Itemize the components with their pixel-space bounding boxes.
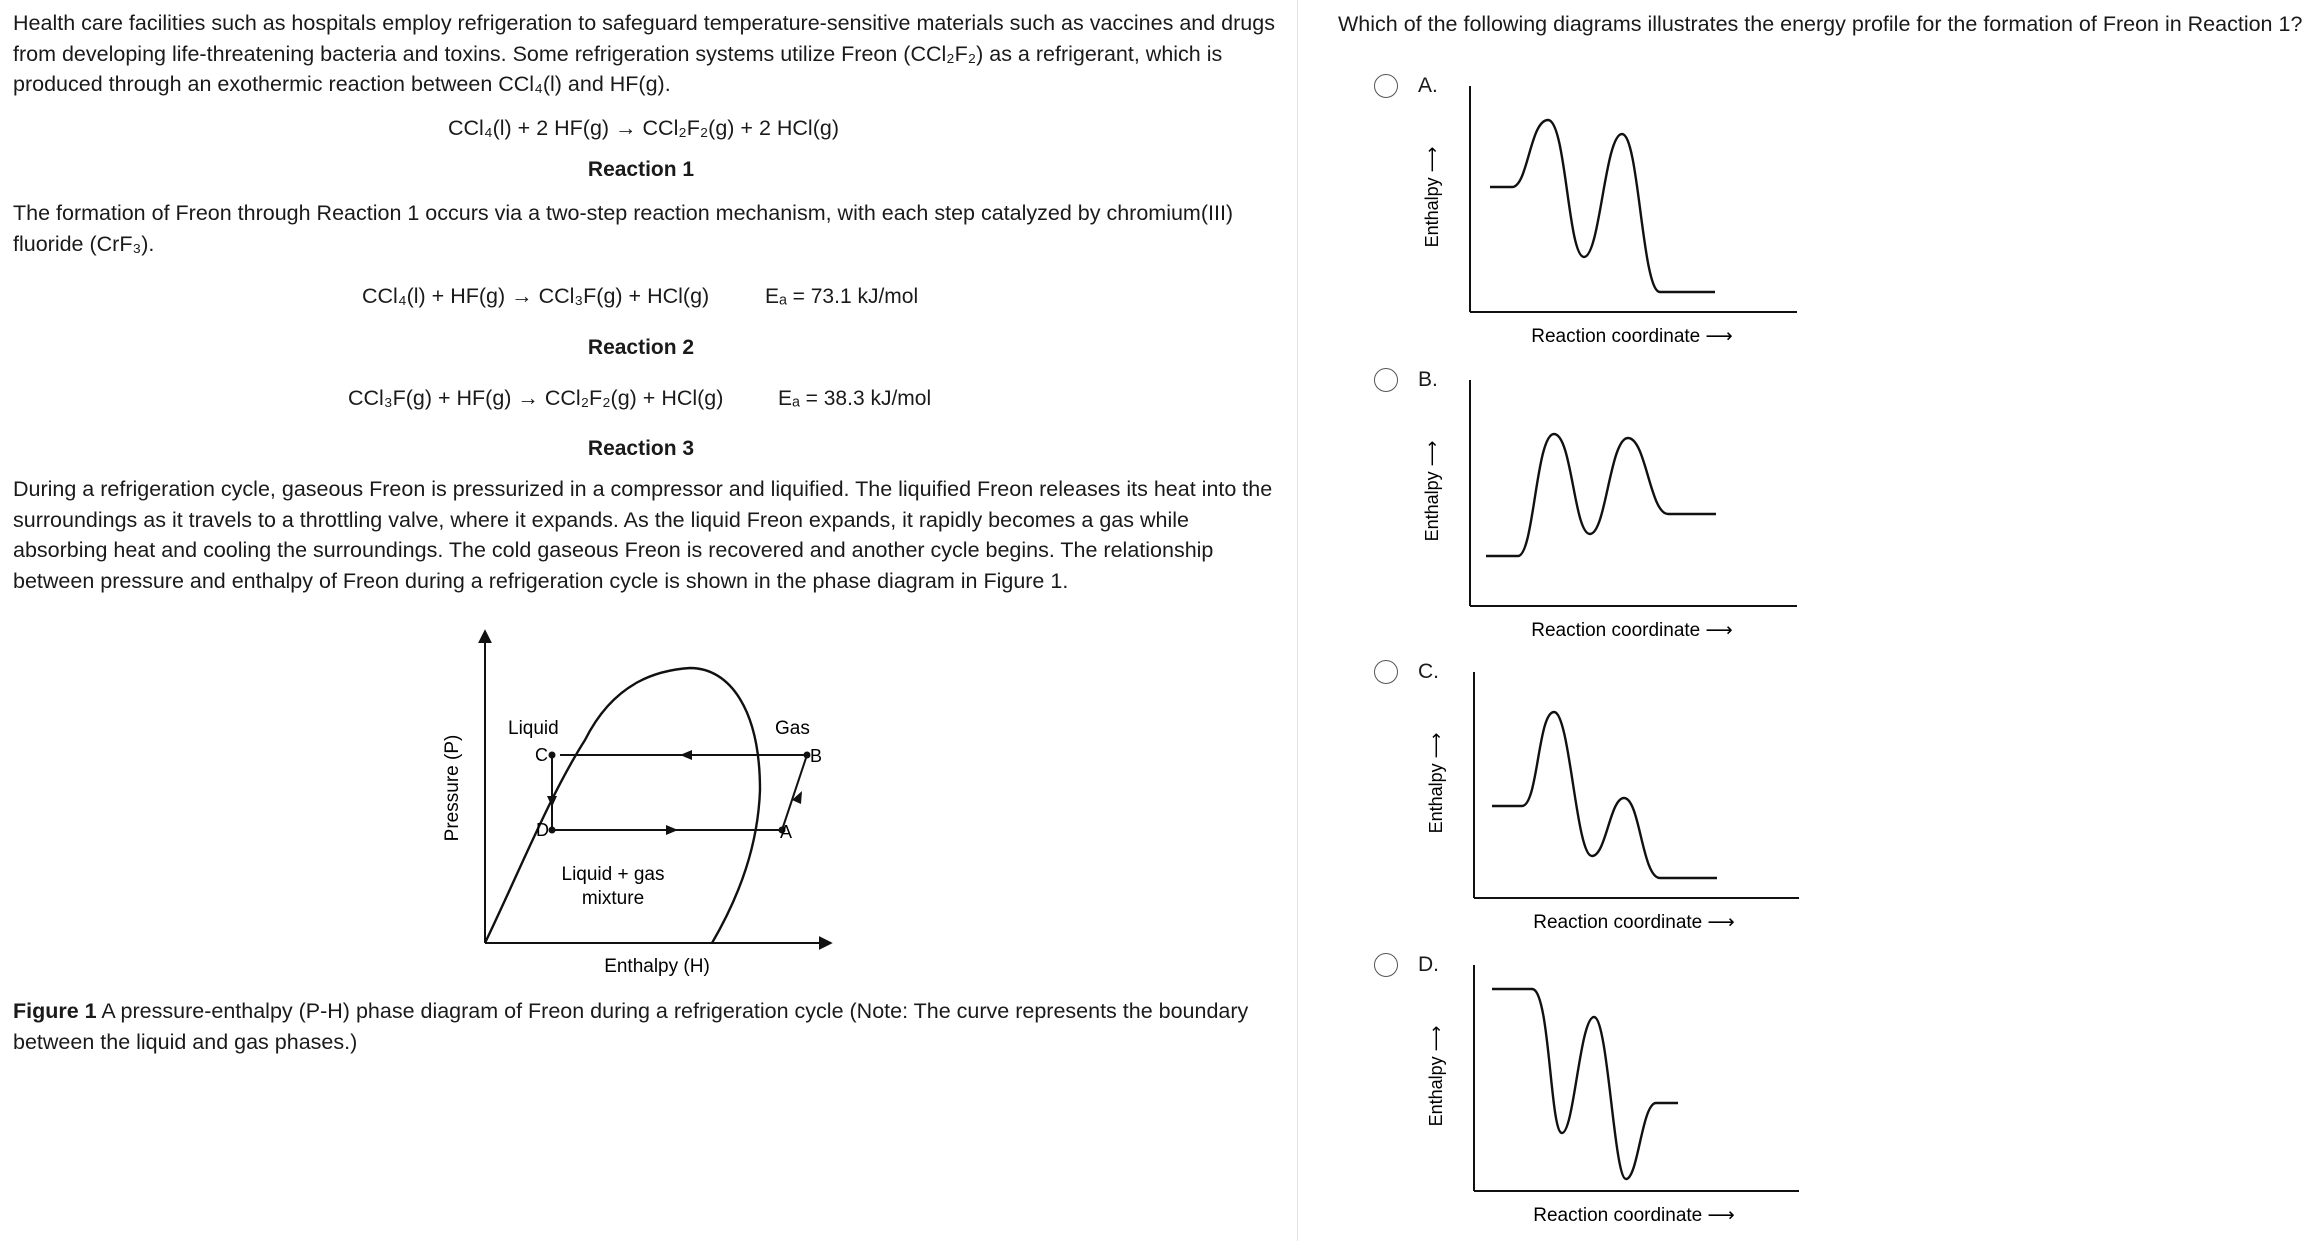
option-d-energy-curve [1492,989,1678,1179]
figure-1-phase-diagram [440,620,860,980]
option-c-y-axis-label: Enthalpy ⟶ [1426,732,1446,834]
figure-1-caption [13,996,1283,1057]
option-b-letter: B. [1418,368,1438,391]
option-d[interactable] [1374,953,1934,1243]
option-a-energy-diagram [1422,82,1810,362]
option-c-x-axis-label: Reaction coordinate ⟶ [1533,912,1735,933]
question-pane [1298,0,2310,1241]
label-gas: Gas [775,718,810,739]
caption-text: A pressure-enthalpy (P-H) phase diagram of Freon during a refrigeration cycle (Note: The curve represents the boundary between the liquid and gas phases.) [13,999,1249,1054]
reaction-2-label: Reaction 2 [587,336,695,359]
caption-figure-number: Figure 1 [13,999,97,1023]
option-b-energy-diagram [1422,376,1810,656]
option-b-y-axis-label: Enthalpy ⟶ [1422,440,1442,542]
option-c[interactable] [1374,660,1934,950]
passage-paragraph-3: During a refrigeration cycle, gaseous Freon is pressurized in a compressor and liquified. The liquified Freon releases its heat into the surroundings as it travels to a throttling valve, where it expands. As the liquid Freon expands, it rapidly becomes a gas while absorbing heat and cooling the surroundings. The cold gaseous Freon is recovered and another cycle begins. The relationship between pressure and enthalpy of Freon during a refrigeration cycle is shown in the phase diagram in Figure 1. [13,477,1273,593]
label-point-b: B [810,746,823,766]
reaction-2-activation-energy: Eₐ = 73.1 kJ/mol [765,285,919,308]
option-b-energy-curve [1486,434,1716,556]
reaction-1-label: Reaction 1 [587,158,695,181]
option-c-letter: C. [1418,660,1439,683]
cycle-line-a-to-b [782,755,807,830]
cycle-arrow-b-to-c [680,750,692,760]
point-c-dot [549,752,556,759]
label-point-c: C [535,745,548,765]
option-d-energy-diagram [1426,961,1810,1241]
point-d-dot [549,827,556,834]
cycle-arrow-d-to-a [666,825,678,835]
reaction-3-activation-energy: Eₐ = 38.3 kJ/mol [778,387,932,410]
question-stem: Which of the following diagrams illustrates the energy profile for the formation of Freon in Reaction 1? [1338,12,2303,36]
label-point-a: A [780,822,793,842]
option-d-letter: D. [1418,953,1439,976]
reaction-2-equation: CCl₄(l) + HF(g) → CCl₃F(g) + HCl(g) [362,284,710,308]
label-mixture-line-1: Liquid + gas [561,864,665,885]
y-axis-label: Pressure (P) [442,734,463,842]
reaction-3-equation: CCl₃F(g) + HF(g) → CCl₂F₂(g) + HCl(g) [348,386,724,410]
option-b-x-axis-label: Reaction coordinate ⟶ [1531,620,1733,641]
label-point-d: D [536,820,549,840]
x-axis-label: Enthalpy (H) [604,956,710,977]
reaction-1-equation: CCl₄(l) + 2 HF(g) → CCl₂F₂(g) + 2 HCl(g) [448,116,839,140]
option-d-radio[interactable] [1374,953,1398,977]
option-a[interactable] [1374,74,1934,364]
option-a-radio[interactable] [1374,74,1398,98]
option-a-energy-curve [1490,120,1715,292]
option-a-x-axis-label: Reaction coordinate ⟶ [1531,326,1733,347]
option-d-x-axis-label: Reaction coordinate ⟶ [1533,1205,1735,1226]
passage-paragraph-1: Health care facilities such as hospitals employ refrigeration to safeguard temperature-sensitive materials such as vaccines and drugs from developing life-threatening bacteria and toxins. Some refrigeration systems utilize Freon (CCl₂F₂) as a refrigerant, which is produced through an exothermic reaction between CCl₄(l) and HF(g). [13,11,1275,96]
option-c-energy-diagram [1426,668,1810,948]
reaction-3-label: Reaction 3 [587,437,695,460]
option-b-radio[interactable] [1374,368,1398,392]
option-a-y-axis-label: Enthalpy ⟶ [1422,146,1442,248]
option-d-y-axis-label: Enthalpy ⟶ [1426,1025,1446,1127]
option-c-energy-curve [1492,712,1717,878]
option-c-radio[interactable] [1374,660,1398,684]
passage-paragraph-2: The formation of Freon through Reaction 1 occurs via a two-step reaction mechanism, with each step catalyzed by chromium(III) fluoride (CrF₃). [13,201,1234,256]
label-liquid: Liquid [508,718,559,739]
option-b[interactable] [1374,368,1934,658]
option-a-letter: A. [1418,74,1438,97]
label-mixture-line-2: mixture [581,888,645,909]
